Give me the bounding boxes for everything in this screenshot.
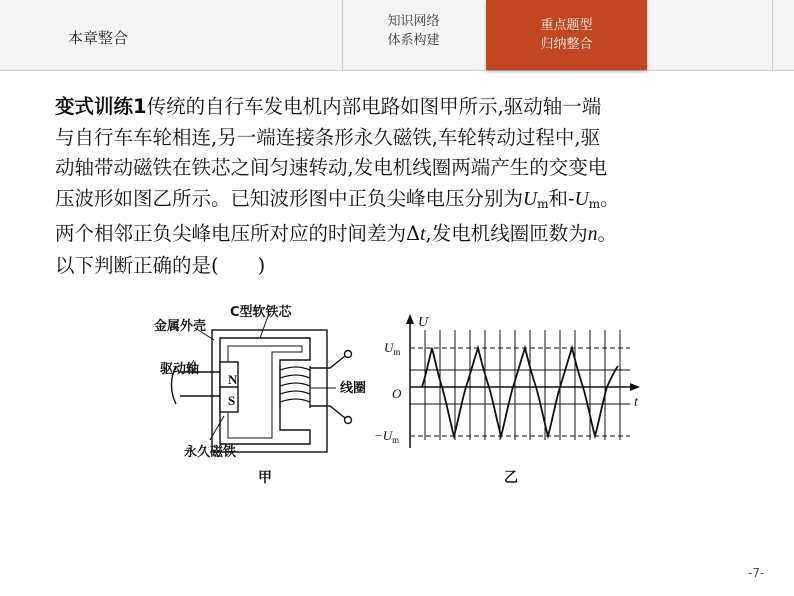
chapter-title: 本章整合 bbox=[68, 29, 129, 47]
axis-label-t: t bbox=[634, 395, 638, 410]
caption-yi: 乙 bbox=[504, 470, 518, 486]
coil bbox=[280, 366, 310, 408]
tab-label-line2: 归纳整合 bbox=[540, 37, 593, 52]
caption-jia: 甲 bbox=[258, 470, 272, 486]
question-line-5: 两个相邻正负尖峰电压所对应的时间差为Δt,发电机线圈匝数为n。 bbox=[55, 222, 617, 245]
question-line-3: 动轴带动磁铁在铁芯之间匀速转动,发电机线圈两端产生的交变电 bbox=[55, 156, 608, 179]
question-text bbox=[55, 92, 755, 281]
label-drive-shaft: 驱动轴 bbox=[160, 362, 200, 377]
header-divider bbox=[647, 0, 648, 70]
label-metal-shell: 金属外壳 bbox=[154, 319, 207, 334]
origin-label: O bbox=[392, 386, 402, 401]
tick-label-neg-um: $-U_m$ bbox=[374, 428, 400, 445]
axis-label-u: U bbox=[418, 315, 429, 330]
waveform-figure bbox=[406, 314, 640, 448]
tab-key-question-types[interactable] bbox=[486, 0, 647, 70]
label-c-core: C型软铁芯 bbox=[230, 305, 292, 320]
label-coil: 线圈 bbox=[340, 381, 367, 396]
terminal-bottom bbox=[345, 417, 352, 424]
voltage-waveform bbox=[422, 348, 618, 436]
terminal-top bbox=[345, 351, 352, 358]
question-line-4: 压波形如图乙所示。已知波形图中正负尖峰电压分别为$U_m$和$-U_m$。 bbox=[55, 186, 620, 211]
tab-label-line1: 重点题型 bbox=[540, 18, 593, 33]
pole-s: S bbox=[228, 393, 236, 408]
figure-area bbox=[140, 300, 640, 495]
question-line-2: 与自行车车轮相连,另一端连接条形永久磁铁,车轮转动过程中,驱 bbox=[55, 125, 601, 149]
generator-figure bbox=[172, 316, 352, 452]
exercise-label: 变式训练1 bbox=[55, 95, 147, 118]
pole-n: N bbox=[228, 372, 238, 387]
waveform-grid bbox=[410, 330, 630, 440]
tick-label-um: $U_m$ bbox=[384, 340, 401, 357]
header-bar bbox=[0, 0, 794, 71]
tab-label-line2: 体系构建 bbox=[387, 33, 440, 48]
question-line-6: 以下判断正确的是( ) bbox=[55, 253, 266, 277]
tab-label-line1: 知识网络 bbox=[387, 14, 440, 29]
header-divider bbox=[772, 0, 773, 70]
question-line-1: 变式训练1传统的自行车发电机内部电路如图甲所示,驱动轴一端 bbox=[55, 95, 602, 118]
tab-knowledge-network[interactable] bbox=[342, 12, 485, 50]
page-number: -7- bbox=[748, 566, 765, 580]
label-permanent-magnet: 永久磁铁 bbox=[184, 445, 237, 460]
